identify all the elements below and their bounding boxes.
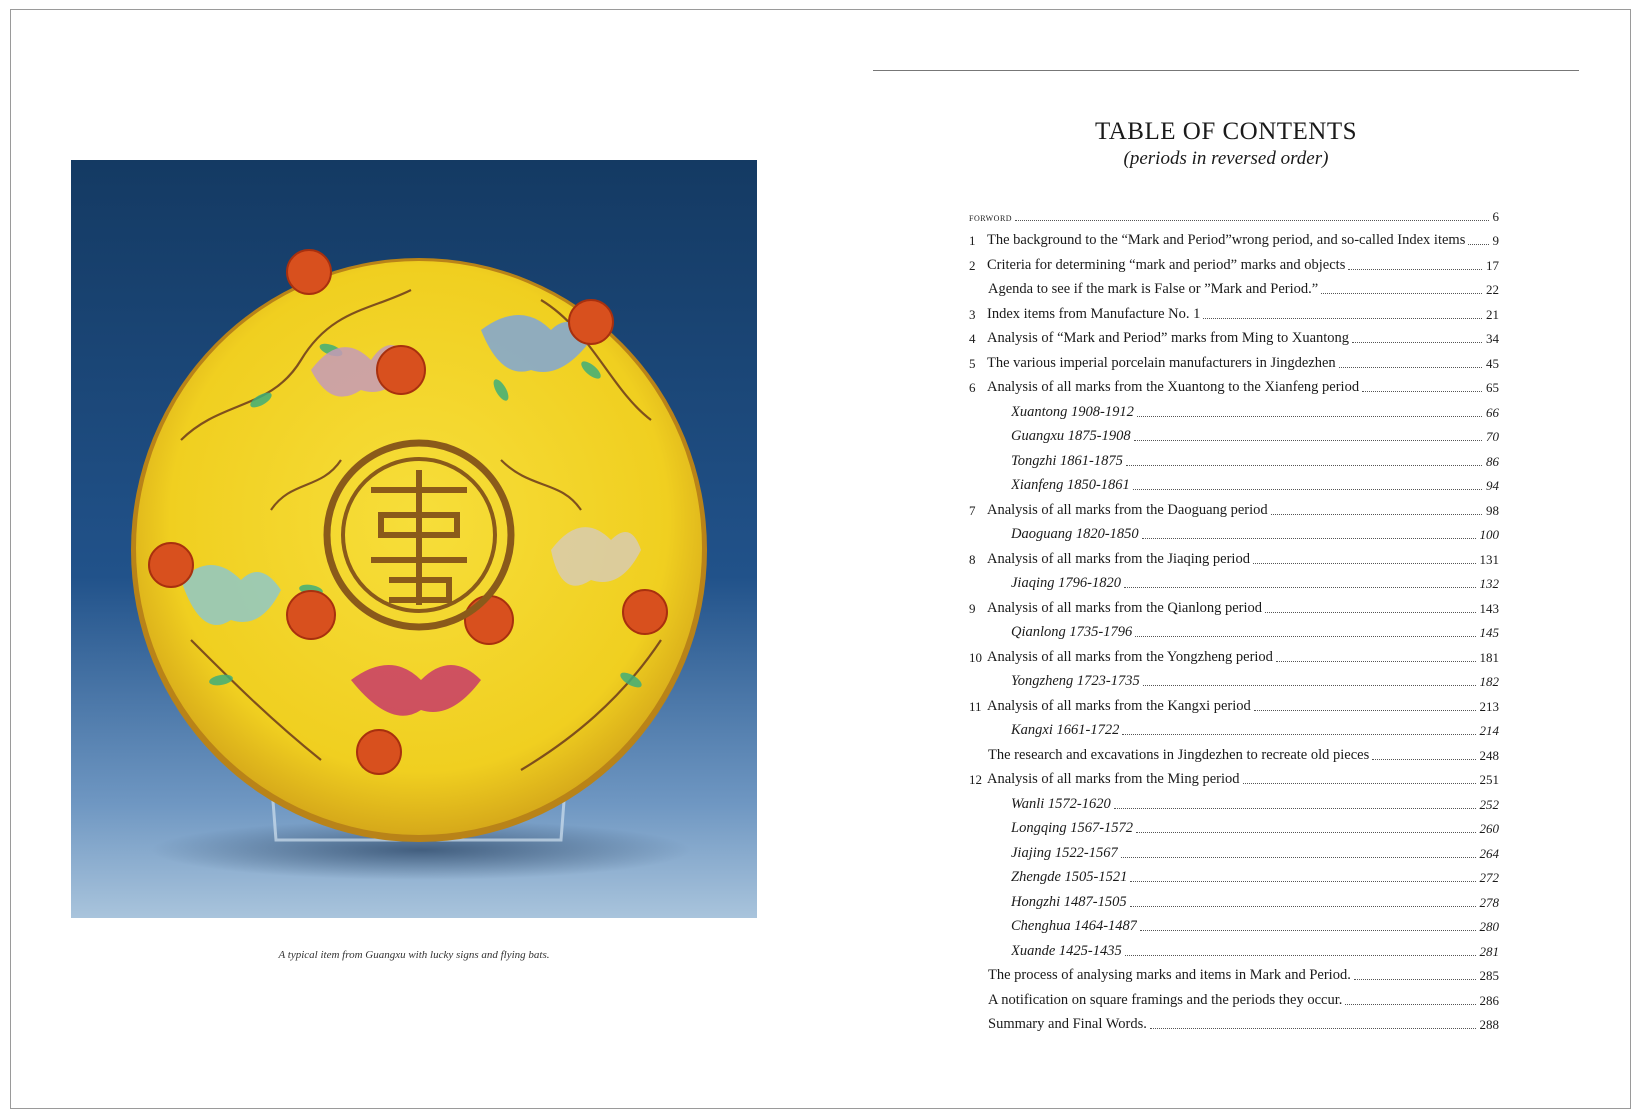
header-rule [873,70,1579,71]
toc-entry-page: 98 [1486,502,1499,518]
toc-entry [969,519,1499,544]
dot-leader [1143,685,1476,686]
toc-entry-page: 214 [1479,723,1499,738]
toc-entry-label: Hongzhi 1487-1505 [1011,893,1127,910]
toc-entry-page: 70 [1486,429,1499,444]
toc-entry-label: Jiajing 1522-1567 [1011,844,1118,861]
toc-entry-label: Analysis of all marks from the Xuantong to the Xianfeng period [987,379,1360,395]
toc-entry-label: Chenghua 1464-1487 [1011,918,1138,934]
dot-leader [1135,636,1475,637]
toc-entry-label: Zhengde 1505-1521 [1011,869,1128,885]
toc-list [969,200,1499,1033]
toc-entry [969,911,1499,936]
toc-entry-number: 11 [969,698,982,714]
toc-entry-page: 66 [1486,404,1499,420]
toc-entry-label: Analysis of all marks from the Ming period [987,771,1240,787]
dot-leader [1124,587,1476,588]
toc-entry-label: Analysis of all marks from the Kangxi period [987,697,1251,714]
toc-entry-label: A notification on square framings and the periods they occur. [988,991,1343,1008]
toc-entry-page: 213 [1479,698,1499,714]
toc-entry [969,592,1499,617]
plate-photograph [71,160,757,918]
toc-entry-label: Daoguang 1820-1850 [1011,526,1139,542]
toc-entry-page: 6 [1492,208,1499,224]
toc-entry [969,568,1499,593]
dot-leader [1354,979,1476,980]
toc-entry [969,960,1499,985]
toc-entry-label: Longqing 1567-1572 [1011,820,1134,836]
toc-entry [969,543,1499,568]
dot-leader [1254,710,1476,711]
toc-entry-page: 145 [1479,625,1499,640]
toc-entry-label: Tongzhi 1861-1875 [1011,452,1123,469]
toc-entry [969,323,1499,348]
toc-entry [969,445,1499,470]
toc-entry-label: Analysis of “Mark and Period” marks from Ming to Xuantong [987,330,1350,346]
toc-entry [969,470,1499,495]
dot-leader [1321,293,1482,294]
toc-entry-page: 181 [1479,649,1499,665]
dot-leader [1130,881,1475,882]
dot-leader [1140,930,1475,931]
toc-entry-number: 8 [969,551,976,567]
dot-leader [1136,832,1475,833]
toc-entry-label: Guangxu 1875-1908 [1011,428,1131,444]
toc-entry-page: 100 [1479,527,1499,542]
toc-entry-label: Summary and Final Words. [988,1016,1147,1032]
toc-entry-label: Wanli 1572-1620 [1011,795,1111,812]
toc-entry [969,249,1499,274]
toc-entry-page: 22 [1486,282,1499,297]
toc-entry-page: 143 [1479,600,1499,616]
toc-entry-page: 45 [1486,355,1499,371]
toc-entry [969,935,1499,960]
toc-entry [969,666,1499,691]
toc-entry-page: 9 [1492,233,1499,248]
dot-leader [1345,1004,1475,1005]
toc-entry-label: Qianlong 1735-1796 [1011,624,1133,640]
toc-entry [969,421,1499,446]
toc-entry-label: Xianfeng 1850-1861 [1011,477,1130,493]
toc-entry [969,886,1499,911]
toc-entry-label: Xuande 1425-1435 [1011,942,1122,959]
dot-leader [1362,391,1482,392]
toc-entry-page: 281 [1479,943,1499,959]
dot-leader [1468,244,1488,245]
toc-entry [969,298,1499,323]
toc-entry-page: 132 [1479,576,1499,591]
toc-entry-label: Yongzheng 1723-1735 [1011,673,1140,689]
toc-entry-page: 131 [1479,551,1499,567]
toc-entry-page: 260 [1479,821,1499,836]
toc-subtitle: (periods in reversed order) [1123,148,1329,169]
toc-entry-label: Analysis of all marks from the Jiaqing period [987,550,1250,567]
toc-entry-label: Analysis of all marks from the Yongzheng period [987,648,1273,665]
dot-leader [1121,857,1476,858]
toc-entry [969,813,1499,838]
toc-entry-number: 12 [969,772,982,787]
dot-leader [1122,734,1475,735]
toc-entry [969,764,1499,789]
toc-title: TABLE OF CONTENTS [1094,118,1358,145]
photo-caption: A typical item from Guangxu with lucky signs and flying bats. [278,949,550,961]
toc-entry-page: 34 [1486,331,1499,346]
toc-entry-page: 288 [1479,1017,1499,1032]
toc-entry [969,347,1499,372]
toc-entry-label: Analysis of all marks from the Qianlong period [987,599,1263,616]
toc-entry [969,739,1499,764]
dot-leader [1276,661,1476,662]
toc-entry [969,788,1499,813]
dot-leader [1133,489,1482,490]
toc-entry-page: 182 [1479,674,1499,689]
dot-leader [1134,440,1482,441]
toc-entry-number: 9 [969,600,976,616]
dot-leader [1137,416,1482,417]
dot-leader [1243,783,1476,784]
toc-entry-label: The process of analysing marks and items in Mark and Period. [988,967,1351,983]
toc-entry [969,862,1499,887]
toc-entry [969,641,1499,666]
toc-entry-label: Jiaqing 1796-1820 [1011,575,1121,591]
toc-entry-number: 10 [969,649,982,665]
toc-entry-number: 2 [969,257,976,273]
dot-leader [1114,808,1476,809]
toc-entry-label: Index items from Manufacture No. 1 [987,305,1201,322]
toc-entry-number: 4 [969,331,976,346]
toc-entry-page: 248 [1479,747,1499,763]
dot-leader [1271,514,1482,515]
toc-entry [969,984,1499,1009]
dot-leader [1126,465,1482,466]
toc-entry-label: Analysis of all marks from the Daoguang period [987,501,1268,518]
toc-entry-page: 286 [1479,992,1499,1008]
toc-entry [969,837,1499,862]
toc-entry-page: 264 [1479,845,1499,861]
toc-entry-page: 272 [1479,870,1499,885]
toc-entry-page: 252 [1479,796,1499,812]
toc-entry-label: Criteria for determining “mark and period” marks and objects [987,256,1346,273]
toc-entry [969,200,1499,225]
toc-entry-number: 3 [969,306,976,322]
dot-leader [1352,342,1482,343]
toc-entry-label: Xuantong 1908-1912 [1011,403,1134,420]
dot-leader [1348,269,1482,270]
dot-leader [1265,612,1475,613]
toc-entry-label: forword [969,209,1013,224]
toc-entry-label: The background to the “Mark and Period”wrong period, and so-called Index items [987,232,1466,248]
dot-leader [1253,563,1476,564]
toc-entry-page: 94 [1486,478,1499,493]
toc-entry-page: 280 [1479,919,1499,934]
toc-entry-page: 65 [1486,380,1499,395]
toc-entry [969,372,1499,397]
toc-entry-number: 1 [969,233,976,248]
toc-entry [969,690,1499,715]
toc-entry-number: 7 [969,502,976,518]
dot-leader [1372,759,1475,760]
toc-entry-label: Agenda to see if the mark is False or ”Mark and Period.” [988,281,1319,297]
toc-entry-page: 251 [1479,772,1499,787]
toc-entry [969,494,1499,519]
toc-entry [969,1009,1499,1034]
dot-leader [1203,318,1482,319]
dot-leader [1150,1028,1476,1029]
toc-entry-label: The research and excavations in Jingdezhen to recreate old pieces [988,746,1370,763]
toc-entry-label: The various imperial porcelain manufacturers in Jingdezhen [987,354,1336,371]
dot-leader [1130,906,1476,907]
toc-entry-page: 278 [1479,894,1499,910]
dot-leader [1125,955,1476,956]
toc-entry-number: 5 [969,355,976,371]
dot-leader [1142,538,1476,539]
toc-entry-label: Kangxi 1661-1722 [1011,722,1120,738]
toc-entry-page: 86 [1486,453,1499,469]
toc-entry [969,715,1499,740]
toc-entry [969,225,1499,250]
toc-entry-page: 21 [1486,306,1499,322]
dot-leader [1339,367,1482,368]
toc-entry [969,396,1499,421]
toc-entry [969,617,1499,642]
dot-leader [1015,220,1488,221]
toc-entry-page: 285 [1479,968,1499,983]
toc-entry-number: 6 [969,380,976,395]
toc-entry-page: 17 [1486,257,1499,273]
toc-entry [969,274,1499,299]
